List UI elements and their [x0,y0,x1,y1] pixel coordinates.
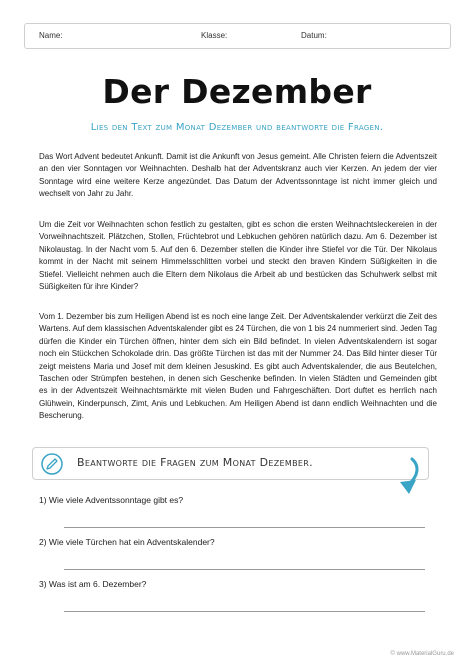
task-banner [32,447,429,480]
paragraph-adventskalender: Vom 1. Dezember bis zum Heiligen Abend ist es noch eine lange Zeit. Der Adventskalender verkürzt die Zeit des Wartens. Auf dem klassischen Adventskalender gibt es 24 Türchen, die von 1 bis 24 nummeriert sind. Jeden Tag dürfen die Kinder ein Türchen öffnen, hinter dem sich ein Bild befindet. In vielen Adventskalendern ist sogar noch ein Stückchen Schokolade drin. Das größte Türchen ist das mit der Nummer 24. Das Bild hinter dieser Tür zeigt meistens Maria und Josef mit dem kleinen Jesuskind. Es gibt auch Adventskalender, die aus Beutelchen, Taschen oder Strümpfen bestehen, in denen sich Geschenke befinden. In vielen Städten und Gemeinden gibt es in der Adventszeit Weihnachtsmärkte mit vielen Buden und Fahrgeschäften. Dort duftet es herrlich nach Glühwein, Kinderpunsch, Zimt, Anis und Lebkuchen. Am Heiligen Abend ist dann endlich Weihnachten und die Bescherung. [39,312,437,421]
answer-line-3[interactable] [64,611,425,612]
answer-line-2[interactable] [64,569,425,570]
instruction-subtitle: Lies den Text zum Monat Dezember und beantworte die Fragen. [90,122,384,133]
footer-copyright: © www.MaterialGuru.de [390,651,454,657]
question-2: 2) Wie viele Türchen hat ein Adventskalender? [39,537,215,547]
answer-line-1[interactable] [64,527,425,528]
question-1: 1) Wie viele Adventssonntage gibt es? [39,495,184,505]
page-title: Der Dezember [102,72,372,111]
name-field-label: Name: [39,31,63,40]
paragraph-advent: Das Wort Advent bedeutet Ankunft. Damit ist die Ankunft von Jesus gemeint. Alle Christen feiern die Adventszeit an den vier Sonntagen vor Weihnachten. Deshalb hat der Adventskranz auch vier Kerzen. An jedem der vier Sonntage wird eine weitere Kerze angezündet. Das Datum der Adventssonntage ist nicht immer gleich und wechselt von Jahr zu Jahr. [39,152,437,199]
class-field-label: Klasse: [201,31,228,40]
paragraph-nikolaus: Um die Zeit vor Weihnachten schon festlich zu gestalten, gibt es schon die ersten Weihnachtsleckereien in der Vorweihnachtszeit. Plätzchen, Stollen, Früchtebrot und Lebkuchen gehören natürlich dazu. Am 6. Dezember ist Nikolaustag. In der Nacht vom 5. Auf den 6. Dezember stellen die Kinder ihre Stiefel vor die Tür. Der Nikolaus kommt in der Nacht mit seinem Himmelsschlitten vorbei und steckt den braven Kindern Süßigkeiten in die Stiefel. Vielleicht nehmen auch die Eltern dem Nikolaus die Arbeit ab und bestücken das Schuhwerk selbst mit Süßigkeiten für ihre Kinder? [39,220,437,292]
curved-arrow-icon [392,456,426,500]
pencil-icon [41,453,63,475]
task-label: Beantworte die Fragen zum Monat Dezember. [77,456,313,469]
question-3: 3) Was ist am 6. Dezember? [39,579,147,589]
header-box [24,23,451,49]
date-field-label: Datum: [301,31,327,40]
